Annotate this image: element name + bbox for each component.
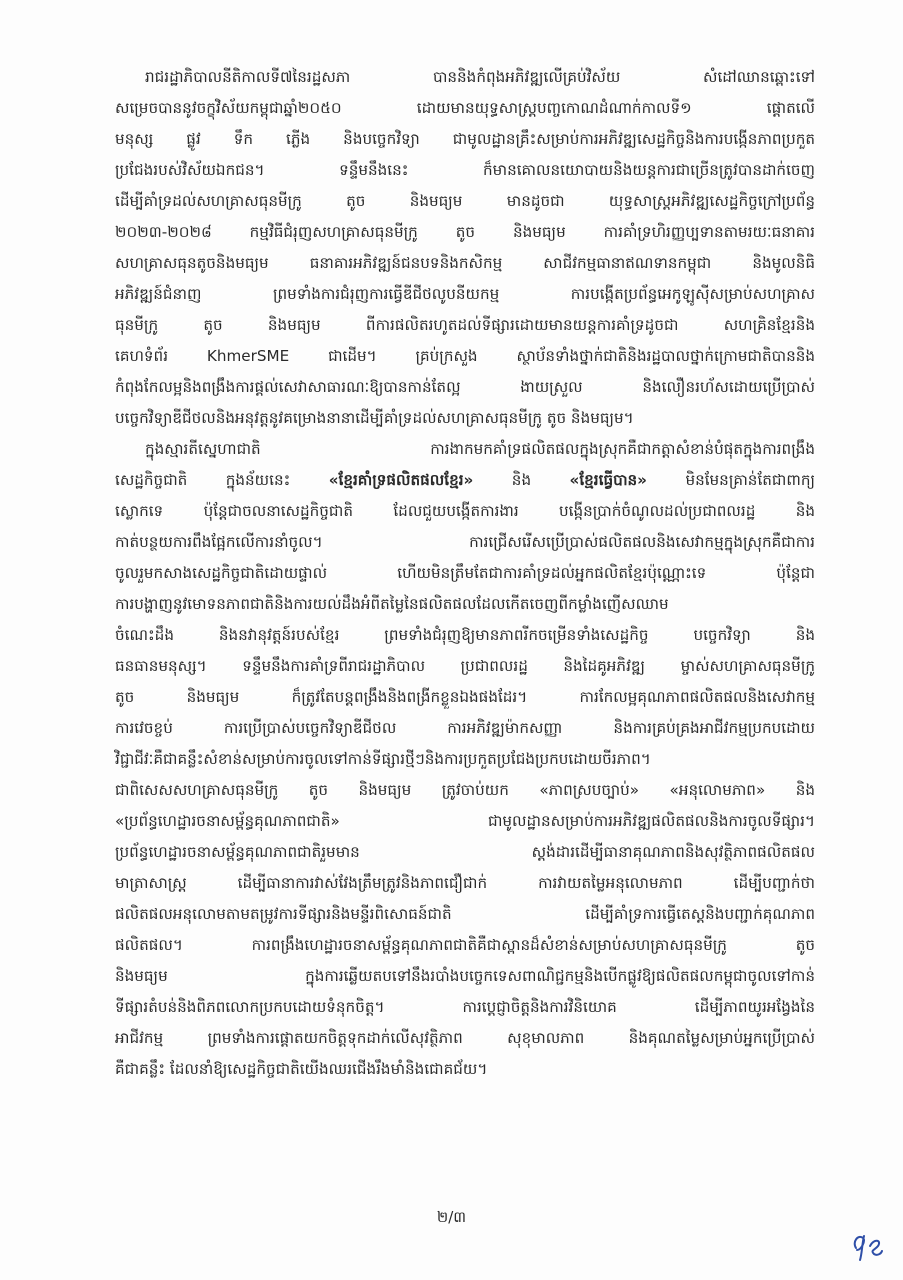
text-line: អាជីវកម្ម ព្រមទាំងការផ្តោតយកចិត្តទុកដាក់លើសុវត្ថិភាព សុខុមាលភាព និងគុណតម្លៃសម្រាប់អ្នកប្រើប្រាស់ xyxy=(115,1029,815,1047)
text-line: ចំណេះដឹង និងនវានុវត្តន៍របស់ខ្មែរ ព្រមទាំងជំរុញឱ្យមានភាពរីកចម្រើនទាំងសេដ្ឋកិច្ច បច្ចេកវិទ្យា និង xyxy=(115,626,815,644)
slogan-khmer-support-khmer-products: «ខ្មែរគាំទ្រផលិតផលខ្មែរ» xyxy=(328,471,474,489)
text-line: ការវេចខ្ចប់ ការប្រើប្រាស់បច្ចេកវិទ្យាឌីជីថល ការអភិវឌ្ឍម៉ាកសញ្ញា និងការគ្រប់គ្រងអាជីវកម្មប្រកបដោយ xyxy=(115,719,815,737)
text-line: សម្រេចបាននូវចក្ខុវិស័យកម្ពុជាឆ្នាំ២០៥០ ដោយមានយុទ្ធសាស្ត្របញ្ចកោណដំណាក់កាលទី១ ផ្តោតលើ xyxy=(115,99,815,117)
text-line: ២០២៣-២០២៨ កម្មវិធីជំរុញសហគ្រាសធុនមីក្រូ តូច និងមធ្យម ការគាំទ្រហិរញ្ញប្បទានតាមរយៈធនាគារ xyxy=(115,223,815,241)
text-line: គឺជាគន្លឹះ ដែលនាំឱ្យសេដ្ឋកិច្ចជាតិយើងឈរជើងរឹងមាំនិងជោគជ័យ។ xyxy=(115,1060,488,1078)
text-segment: និង xyxy=(473,471,570,489)
text-segment: មិនមែនគ្រាន់តែជាពាក្យ xyxy=(647,471,815,489)
text-line: កាត់បន្ថយការពឹងផ្អែកលើការនាំចូល។ ការជ្រើសរើសប្រើប្រាស់ផលិតផលនិងសេវាកម្មក្នុងស្រុកគឺជាការ xyxy=(115,533,815,551)
text-line: ស្លោកទេ ប៉ុន្តែជាចលនាសេដ្ឋកិច្ចជាតិ ដែលជួយបង្កើតការងារ បង្កើនប្រាក់ចំណូលដល់ប្រជាពលរដ្ឋ និង xyxy=(115,502,815,520)
text-line: ដើម្បីគាំទ្រដល់សហគ្រាសធុនមីក្រូ តូច និងមធ្យម មានដូចជា យុទ្ធសាស្ត្រអភិវឌ្ឍសេដ្ឋកិច្ចក្រៅប្រព័ន្ធ xyxy=(115,192,815,210)
text-line: សហគ្រាសធុនតូចនិងមធ្យម ធនាគារអភិវឌ្ឍន៍ជនបទនិងកសិកម្ម សាជីវកម្មធានាឥណទានកម្ពុជា និងមូលនិធិ xyxy=(115,254,815,272)
text-line: ប្រជែងរបស់វិស័យឯកជន។ ទន្ទឹមនឹងនេះ ក៏មានគោលនយោបាយនិងយន្តការជាច្រើនត្រូវបានដាក់ចេញ xyxy=(115,161,815,179)
text-line: មាត្រាសាស្ត្រ ដើម្បីធានាការវាស់វែងត្រឹមត្រូវនិងភាពជឿជាក់ ការវាយតម្លៃអនុលោមភាព ដើម្បីបញ្ជាក់ថា xyxy=(115,874,815,892)
text-segment: សេដ្ឋកិច្ចជាតិ ក្នុងន័យនេះ xyxy=(115,471,329,489)
text-line: ផលិតផលអនុលោមតាមតម្រូវការទីផ្សារនិងមន្ទីរពិសោធន៍ជាតិ ដើម្បីគាំទ្រការធ្វើតេស្តនិងបញ្ជាក់គុណភាព xyxy=(115,905,815,923)
text-line: ការបង្ហាញនូវមោទនភាពជាតិនិងការយល់ដឹងអំពីតម្លៃនៃផលិតផលដែលកើតចេញពីកម្លាំងញើសឈាម xyxy=(115,595,669,613)
paragraph-2 xyxy=(115,434,815,1085)
page-number: ២/៣ xyxy=(436,1208,467,1226)
text-line: «ប្រព័ន្ធហេដ្ឋារចនាសម្ព័ន្ធគុណភាពជាតិ» ជាមូលដ្ឋានសម្រាប់ការអភិវឌ្ឍផលិតផលនិងការចូលទីផ្សារ។ xyxy=(115,812,815,830)
text-line: វិជ្ជាជីវៈគឺជាគន្លឹះសំខាន់សម្រាប់ការចូលទៅកាន់ទីផ្សារថ្មីៗនិងការប្រកួតប្រជែងប្រកបដោយចីរភាព។ xyxy=(115,750,651,768)
body-text xyxy=(115,62,815,1085)
text-line: គេហទំព័រ KhmerSME ជាដើម។ គ្រប់ក្រសួង ស្ថាប័នទាំងថ្នាក់ជាតិនិងរដ្ឋបាលថ្នាក់ក្រោមជាតិបាននិង xyxy=(115,347,815,365)
text-line: តូច និងមធ្យម ក៏ត្រូវតែបន្តពង្រឹងនិងពង្រីកខ្លួនឯងផងដែរ។ ការកែលម្អគុណភាពផលិតផលនិងសេវាកម្ម xyxy=(115,688,815,706)
text-line: ជាពិសេសសហគ្រាសធុនមីក្រូ តូច និងមធ្យម ត្រូវចាប់យក «ភាពស្របច្បាប់» «អនុលោមភាព» និង xyxy=(115,781,815,799)
text-line: បច្ចេកវិទ្យាឌីជីថលនិងអនុវត្តនូវគម្រោងនានាដើម្បីគាំទ្រដល់សហគ្រាសធុនមីក្រូ តូច និងមធ្យម។ xyxy=(115,409,634,427)
text-line: រាជរដ្ឋាភិបាលនីតិកាលទី៧នៃរដ្ឋសភា បាននិងកំពុងអភិវឌ្ឍលើគ្រប់វិស័យ សំដៅឈានឆ្ពោះទៅ xyxy=(145,68,815,86)
text-line: ធុនមីក្រូ តូច និងមធ្យម ពីការផលិតរហូតដល់ទីផ្សារដោយមានយន្តការគាំទ្រដូចជា សហគ្រិនខ្មែរនិង xyxy=(115,316,815,334)
slogan-khmer-can-do: «ខ្មែរធ្វើបាន» xyxy=(569,471,647,489)
text-line: កំពុងកែលម្អនិងពង្រឹងការផ្តល់សេវាសាធារណៈឱ្យបានកាន់តែល្អ ងាយស្រួល និងលឿនរហ័សដោយប្រើប្រាស់ xyxy=(115,378,815,396)
text-line: ចូលរួមកសាងសេដ្ឋកិច្ចជាតិដោយផ្ទាល់ ហើយមិនត្រឹមតែជាការគាំទ្រដល់អ្នកផលិតខ្មែរប៉ុណ្ណោះទេ ប៉ុន្តែជា xyxy=(115,564,815,582)
text-line: អភិវឌ្ឍន៍ជំនាញ ព្រមទាំងការជំរុញការធ្វើឌីជីថលូបនីយកម្ម ការបង្កើតប្រព័ន្ធអេកូឡូស៊ីសម្រាប់សហគ្រាស xyxy=(115,285,815,303)
paragraph-1 xyxy=(115,62,815,434)
text-line: មនុស្ស ផ្លូវ ទឹក ភ្លើង និងបច្ចេកវិទ្យា ជាមូលដ្ឋានគ្រឹះសម្រាប់ការអភិវឌ្ឍសេដ្ឋកិច្ចនិងការបង្កើនភាពប្រកួត xyxy=(115,130,815,148)
text-line: ធនធានមនុស្ស។ ទន្ទឹមនឹងការគាំទ្រពីរាជរដ្ឋាភិបាល ប្រជាពលរដ្ឋ និងដៃគូអភិវឌ្ឍ ម្ចាស់សហគ្រាសធុនមីក្រូ xyxy=(115,657,815,675)
text-line: ទីផ្សារតំបន់និងពិភពលោកប្រកបដោយទំនុកចិត្ត។ ការប្តេជ្ញាចិត្តនិងការវិនិយោគ ដើម្បីភាពយូរអង្វែងនៃ xyxy=(115,998,815,1016)
text-line-with-slogans xyxy=(115,465,815,496)
handwritten-initials-icon xyxy=(848,1224,888,1264)
text-line: និងមធ្យម ក្នុងការឆ្លើយតបទៅនឹងរបាំងបច្ចេកទេសពាណិជ្ជកម្មនិងបើកផ្លូវឱ្យផលិតផលកម្ពុជាចូលទៅកាន់ xyxy=(115,967,815,985)
text-line: ប្រព័ន្ធហេដ្ឋារចនាសម្ព័ន្ធគុណភាពជាតិរួមមាន ស្តង់ដារដើម្បីធានាគុណភាពនិងសុវត្ថិភាពផលិតផល xyxy=(115,843,815,861)
text-line: ក្នុងស្មារតីស្នេហាជាតិ ការងាកមកគាំទ្រផលិតផលក្នុងស្រុកគឺជាកត្តាសំខាន់បំផុតក្នុងការពង្រឹង xyxy=(145,440,815,458)
text-line: ផលិតផល។ ការពង្រឹងហេដ្ឋារចនាសម្ព័ន្ធគុណភាពជាតិគឺជាស្ពានដ៏សំខាន់សម្រាប់សហគ្រាសធុនមីក្រូ តូច xyxy=(115,936,815,954)
